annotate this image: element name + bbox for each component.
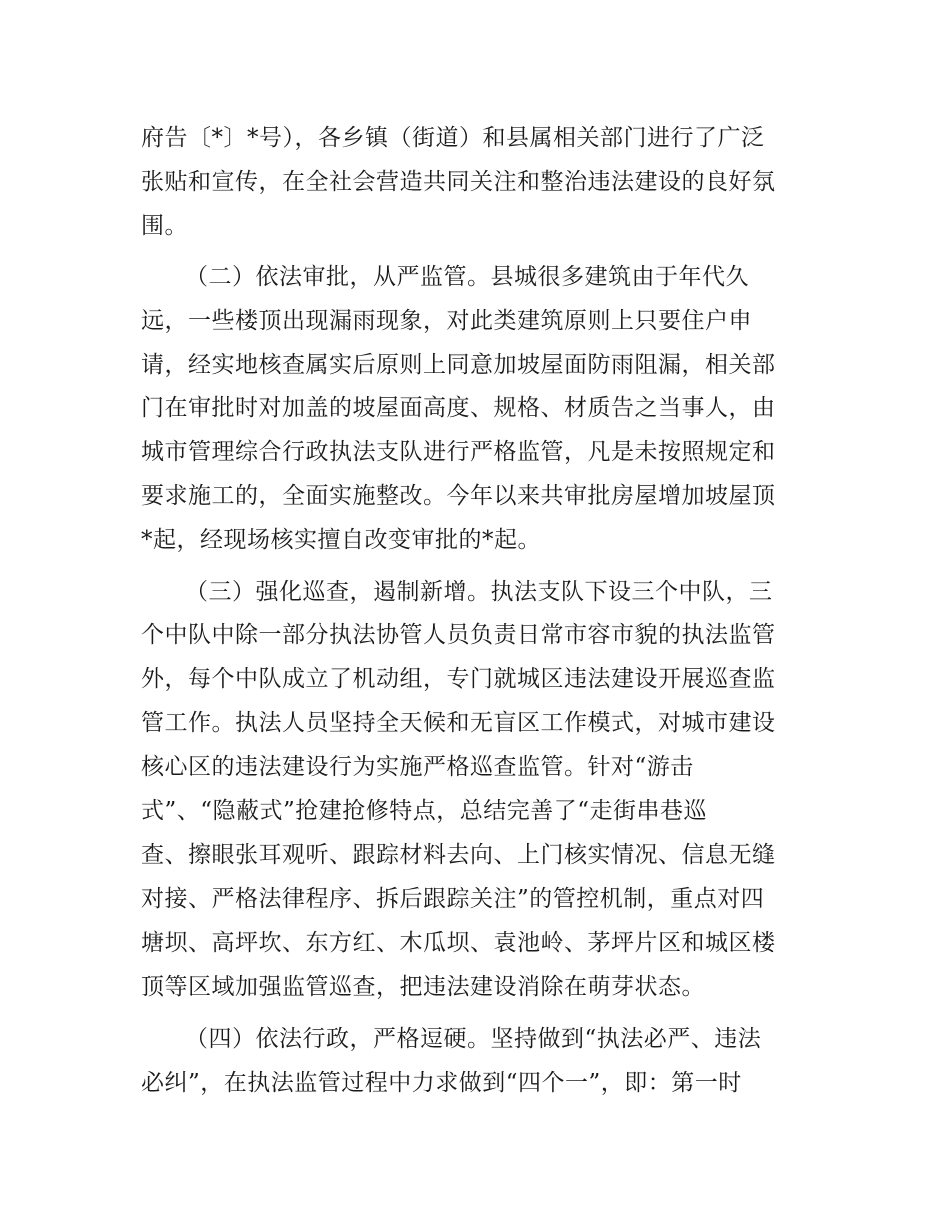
text-line: 城市管理综合行政执法支队进行严格监管，凡是未按照规定和 [141, 439, 776, 465]
section-heading-line: （二）依法审批，从严监管。县城很多建筑由于年代久 [185, 264, 749, 290]
text-line: 塘坝、高坪坎、东方红、木瓜坝、袁池岭、茅坪片区和城区楼 [141, 930, 776, 956]
text-line: 张贴和宣传，在全社会营造共同关注和整治违法建设的良好氛 [141, 169, 776, 195]
text-line: 式”、“隐蔽式”抢建抢修特点，总结完善了“走街串巷巡 [141, 798, 708, 824]
text-line: 必纠”，在执法监管过程中力求做到“四个一”，即：第一时 [141, 1070, 742, 1096]
text-line: 围。 [141, 213, 188, 239]
text-line: 府告〔*〕*号），各乡镇（街道）和县属相关部门进行了广泛 [141, 125, 765, 151]
text-line: 外，每个中队成立了机动组，专门就城区违法建设开展巡查监 [141, 666, 776, 692]
text-line: 请，经实地核查属实后原则上同意加坡屋面防雨阻漏，相关部 [141, 352, 776, 378]
text-line: 顶等区域加强监管巡查，把违法建设消除在萌芽状态。 [141, 974, 705, 1000]
text-line: 对接、严格法律程序、拆后跟踪关注”的管控机制，重点对四 [141, 886, 765, 912]
text-line: 远，一些楼顶出现漏雨现象，对此类建筑原则上只要住户申 [141, 308, 752, 334]
text-line: 管工作。执法人员坚持全天候和无盲区工作模式，对城市建设 [141, 710, 776, 736]
text-line: 个中队中除一部分执法协管人员负责日常市容市貌的执法监管 [141, 622, 776, 648]
text-line: 要求施工的，全面实施整改。今年以来共审批房屋增加坡屋顶 [141, 483, 776, 509]
text-line: 门在审批时对加盖的坡屋面高度、规格、材质告之当事人，由 [141, 395, 776, 421]
text-line: 核心区的违法建设行为实施严格巡查监管。针对“游击 [141, 754, 694, 780]
text-line: 查、擦眼张耳观听、跟踪材料去向、上门核实情况、信息无缝 [141, 842, 776, 868]
section-heading-line: （四）依法行政，严格逗硬。坚持做到“执法必严、违法 [185, 1026, 762, 1052]
section-heading-line: （三）强化巡查，遏制新增。执法支队下设三个中队，三 [185, 579, 773, 605]
text-line: *起，经现场核实擅自改变审批的*起。 [141, 527, 541, 553]
